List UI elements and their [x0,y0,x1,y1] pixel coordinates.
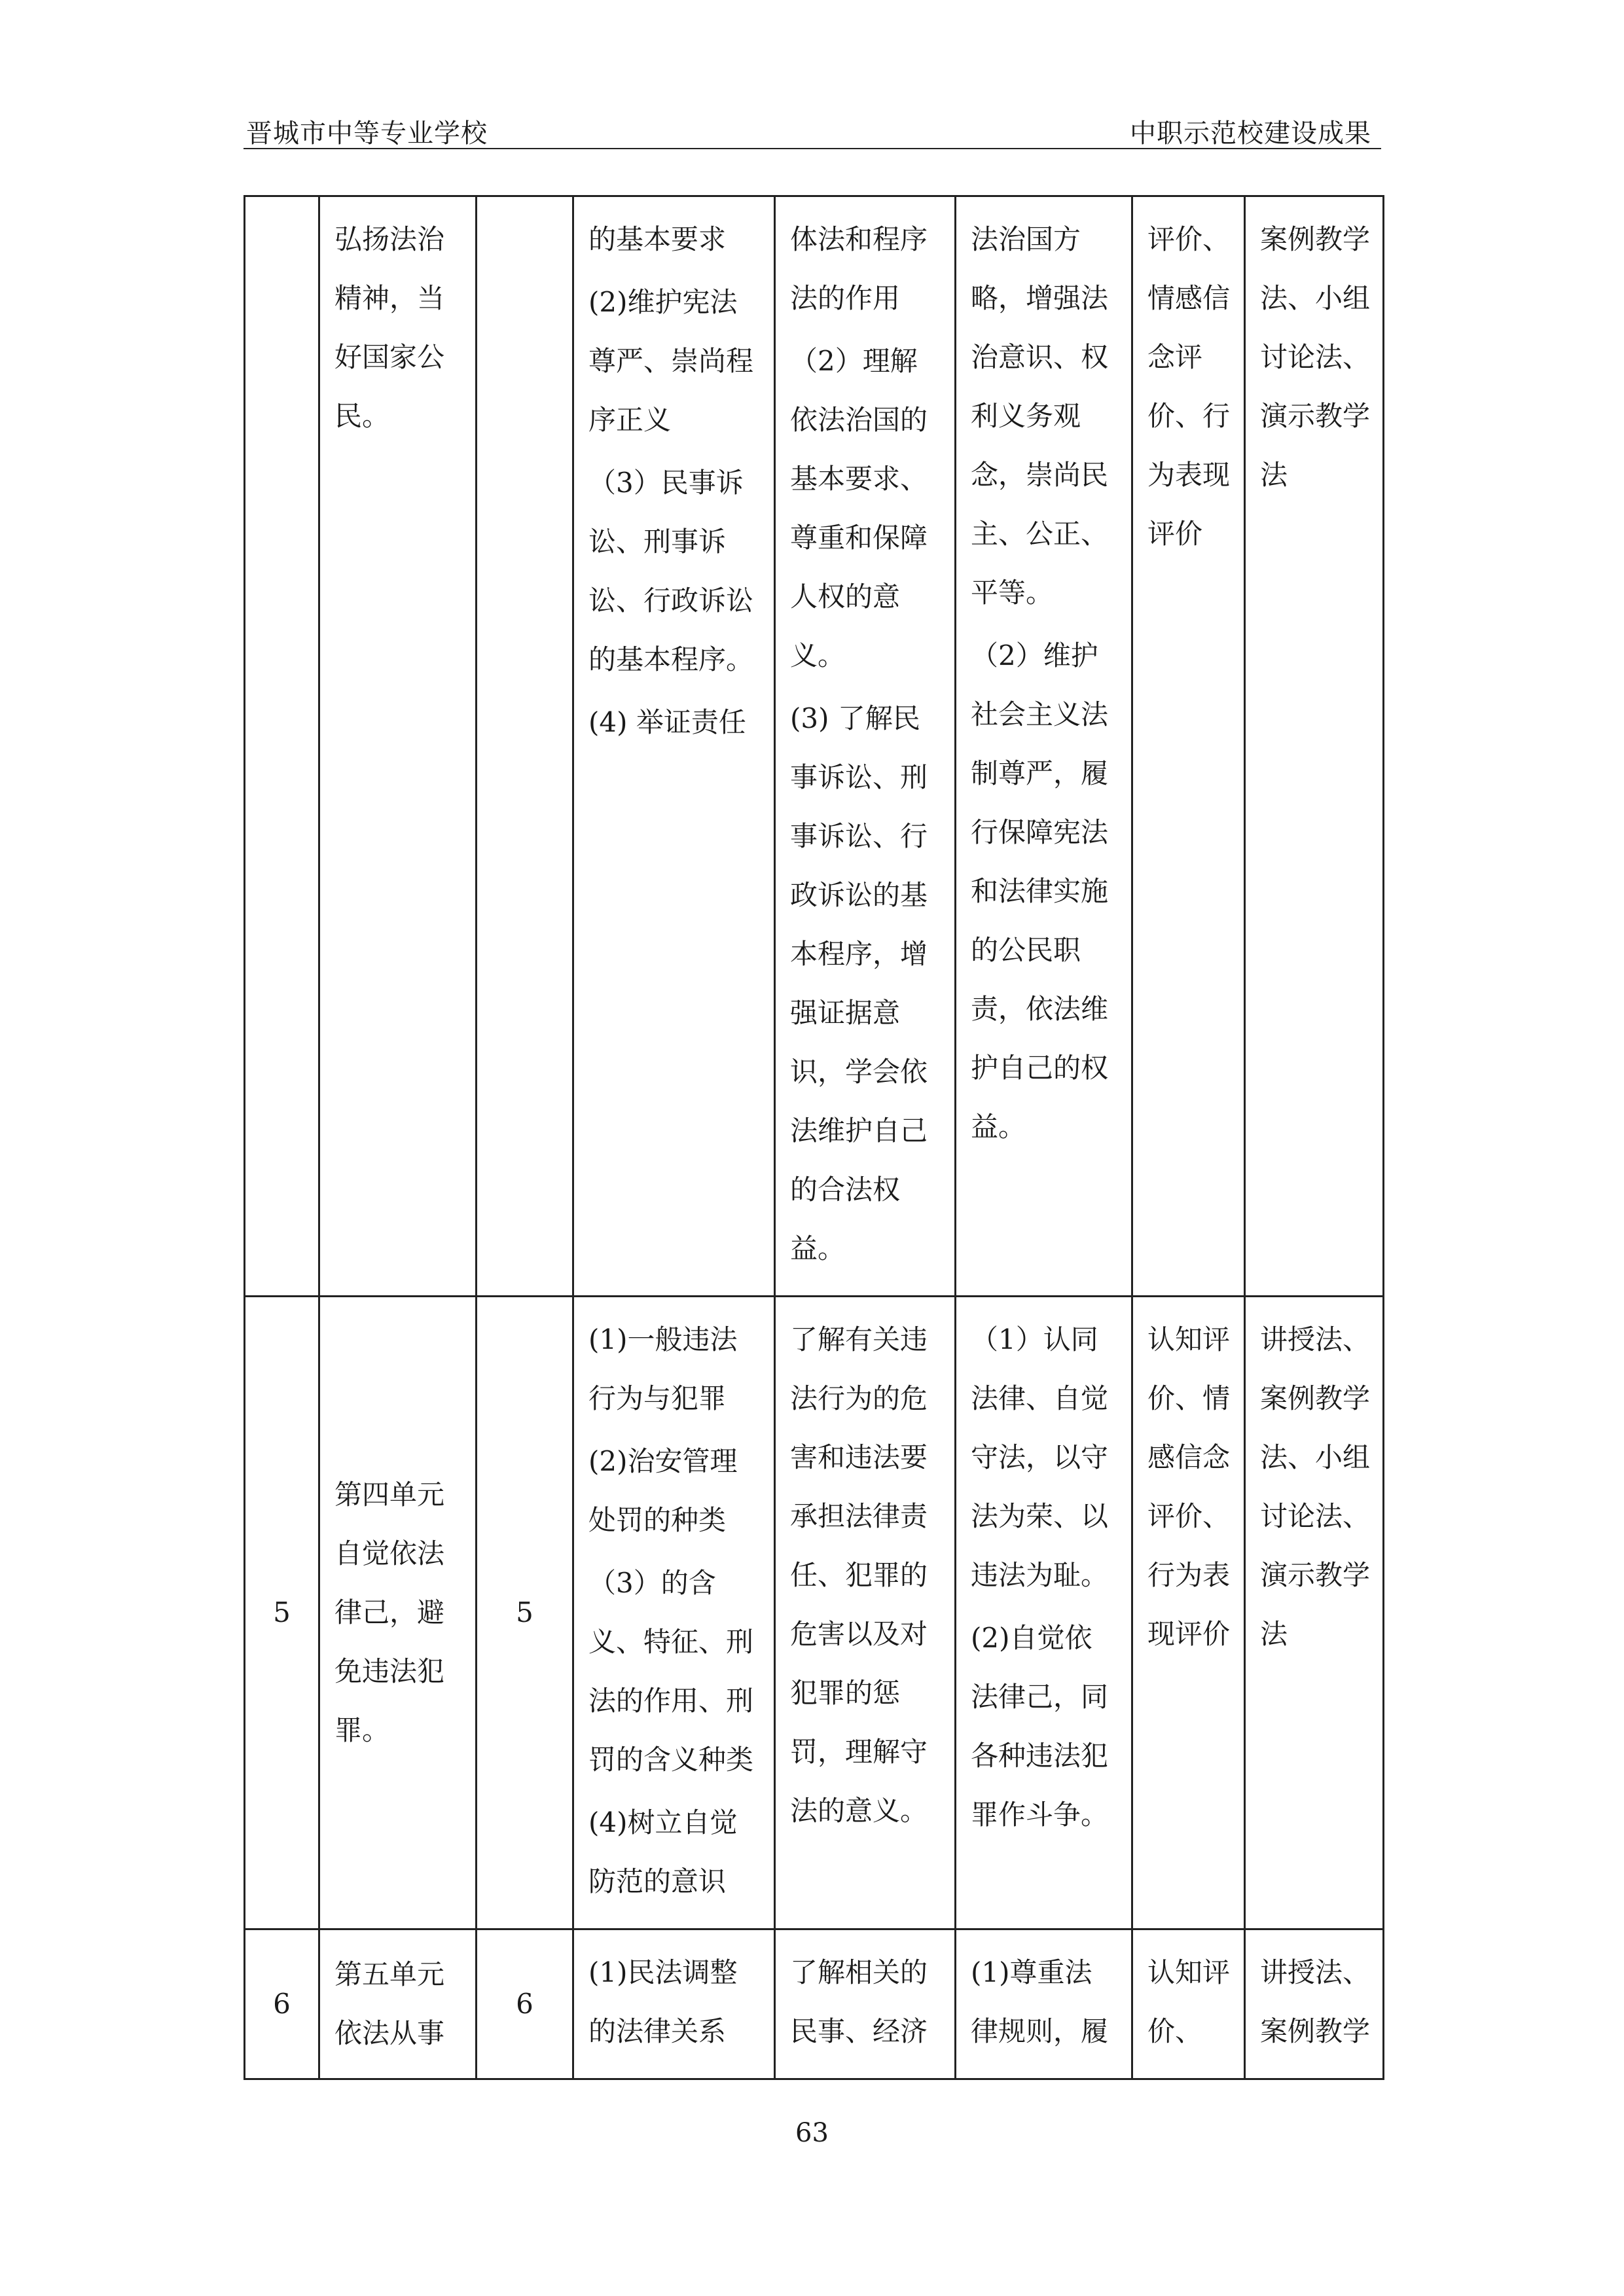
cell-unit [319,1297,477,1929]
cell-paragraph: (2)自觉依法律己，同各种违法犯罪作斗争。 [971,1622,1109,1831]
header-doc-title: 中职示范校建设成果 [1130,118,1371,149]
cell-paragraph: 体法和程序法的作用 [790,223,928,314]
cell-hours [477,1297,573,1929]
cell-hours [477,196,573,1297]
cell-paragraph: (2)维护宪法尊严、崇尚程序正义 [588,286,754,436]
cell-text: 案例教学法、小组讨论法、演示教学法 [1260,223,1371,491]
cell-text: 6 [516,1988,533,2020]
cell-evaluation [1132,1297,1245,1929]
cell-number [245,1929,319,2079]
header-divider [244,148,1381,149]
cell-paragraph: (2)治安管理处罚的种类 [588,1445,738,1536]
cell-paragraph: 的基本要求 [588,223,727,255]
page-number: 63 [795,2118,829,2148]
cell-text: 讲授法、案例教学法、小组讨论法、演示教学法 [1260,1323,1371,1650]
cell-paragraph: 了解有关违法行为的危害和违法要承担法律责任、犯罪的危害以及对犯罪的惩罚，理解守法的意义。 [790,1323,928,1827]
cell-method [1245,196,1384,1297]
cell-content [573,1929,775,2079]
cell-unit [319,196,477,1297]
cell-text: 认知评价、 [1147,1956,1231,2047]
cell-text: 6 [273,1988,291,2020]
header-school-name: 晋城市中等专业学校 [246,118,488,149]
cell-paragraph: (4) 举证责任 [588,706,746,738]
cell-attitude [956,196,1132,1297]
cell-text: 第五单元依法从事 [334,1958,445,2049]
cell-paragraph: 法治国方略，增强法治意识、权利义务观念，崇尚民主、公正、平等。 [971,223,1109,609]
cell-paragraph: (1)民法调整的法律关系 [588,1956,738,2047]
cell-method [1245,1929,1384,2079]
cell-paragraph: (1)尊重法律规则，履 [971,1956,1109,2047]
cell-paragraph: (1)一般违法行为与犯罪 [588,1323,738,1414]
cell-text: 弘扬法治精神，当好国家公民。 [334,223,445,432]
cell-text: 讲授法、案例教学 [1260,1956,1371,2047]
cell-content [573,196,775,1297]
cell-number [245,196,319,1297]
cell-paragraph: (4)树立自觉防范的意识 [588,1806,738,1897]
cell-number [245,1297,319,1929]
cell-text: 5 [516,1596,533,1628]
cell-knowledge [775,196,956,1297]
cell-hours [477,1929,573,2079]
cell-paragraph: （3）民事诉讼、刑事诉讼、行政诉讼的基本程序。 [588,467,754,675]
cell-text: 评价、情感信念评价、行为表现评价 [1147,223,1231,550]
cell-content [573,1297,775,1929]
course-plan-table [244,195,1384,2080]
cell-unit [319,1929,477,2079]
cell-evaluation [1132,1929,1245,2079]
cell-paragraph: （2）维护社会主义法制尊严，履行保障宪法和法律实施的公民职责，依法维护自己的权益。 [971,639,1109,1143]
cell-paragraph: （2）理解依法治国的基本要求、尊重和保障人权的意义。 [790,345,928,672]
cell-paragraph: （1）认同法律、自觉守法，以守法为荣、以违法为耻。 [971,1323,1109,1591]
table-row [245,1297,1384,1929]
cell-text: 认知评价、情感信念评价、行为表现评价 [1147,1323,1231,1650]
cell-text: 5 [273,1596,291,1628]
table-row [245,1929,1384,2079]
cell-paragraph: 了解相关的民事、经济 [790,1956,928,2047]
cell-paragraph: （3）的含义、特征、刑法的作用、刑罚的含义种类 [588,1567,754,1776]
cell-method [1245,1297,1384,1929]
cell-knowledge [775,1929,956,2079]
cell-evaluation [1132,196,1245,1297]
table-row [245,196,1384,1297]
cell-attitude [956,1929,1132,2079]
cell-paragraph: (3) 了解民事诉讼、刑事诉讼、行政诉讼的基本程序，增强证据意识，学会依法维护自己的合法权益。 [790,702,928,1265]
cell-knowledge [775,1297,956,1929]
cell-attitude [956,1297,1132,1929]
cell-text: 第四单元自觉依法律己，避免违法犯罪。 [334,1479,445,1746]
